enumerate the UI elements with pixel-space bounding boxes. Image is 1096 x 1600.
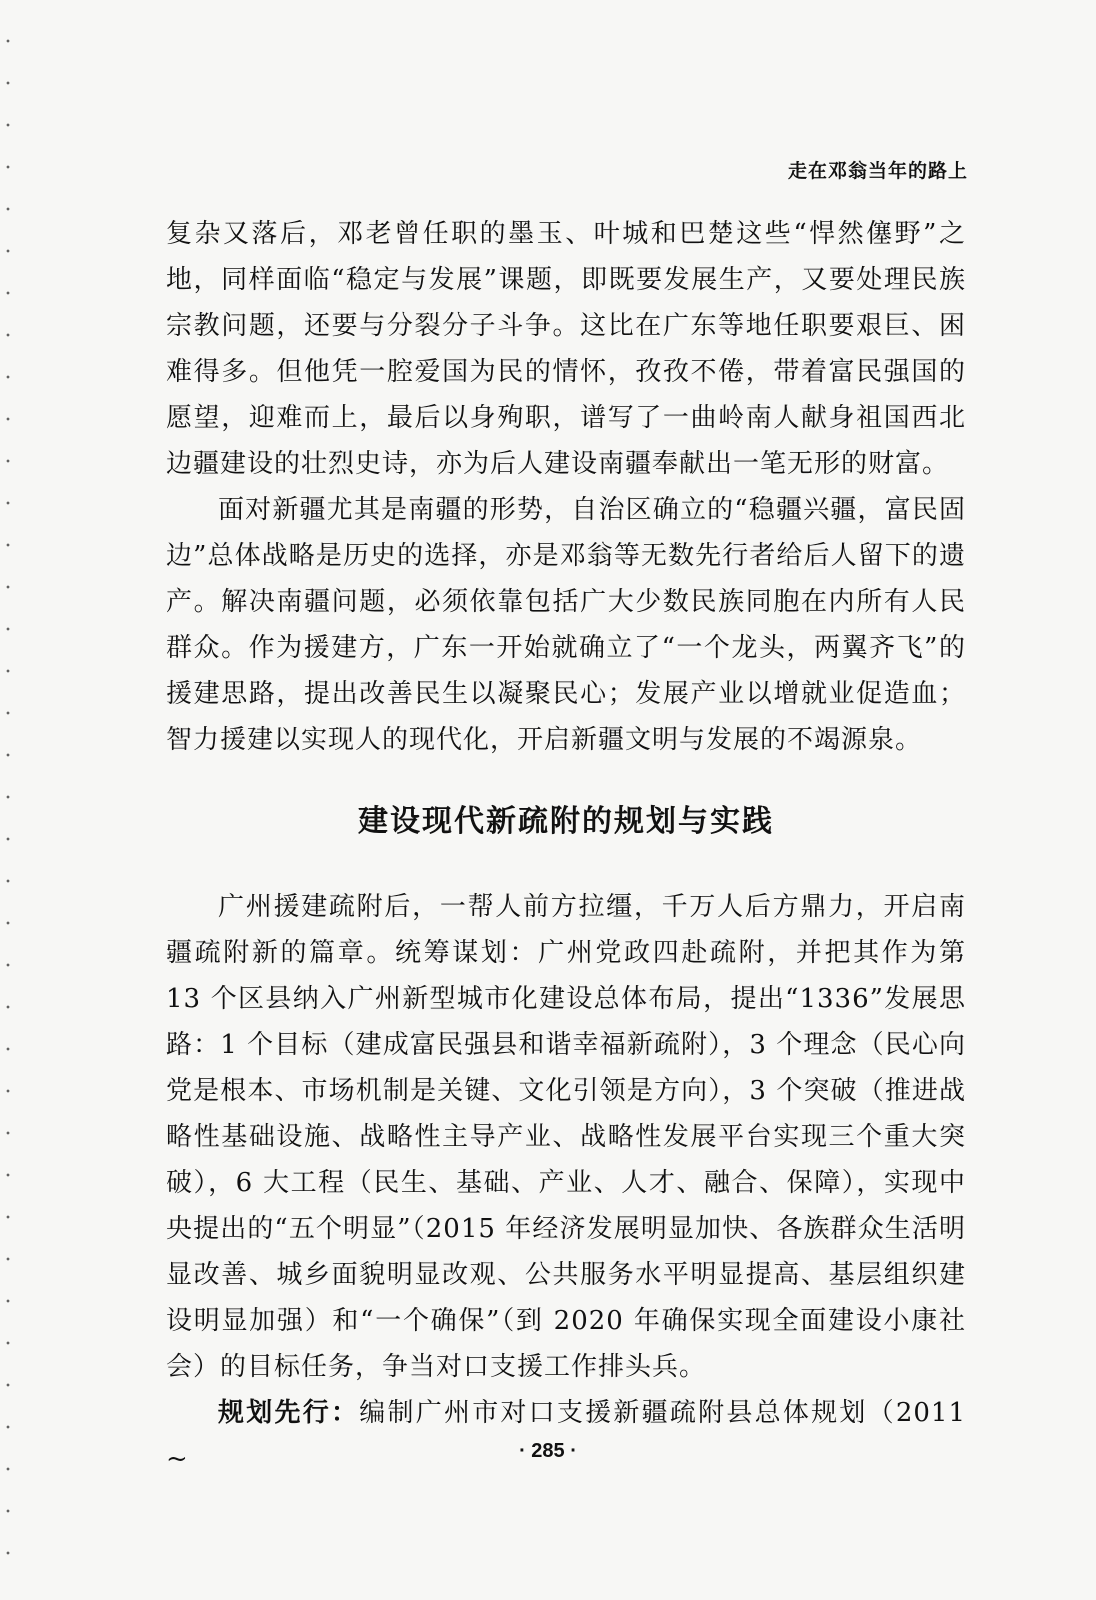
paragraph-strategy: 面对新疆尤其是南疆的形势，自治区确立的“稳疆兴疆，富民固边”总体战略是历史的选择，亦是邓翁等无数先行者给后人留下的遗产。解决南疆问题，必须依靠包括广大少数民族同胞在内所有人民群众。作为援建方，广东一开始就确立了“一个龙头，两翼齐飞”的援建思路，提出改善民生以凝聚民心；发展产业以增就业促造血；智力援建以实现人的现代化，开启新疆文明与发展的不竭源泉。 xyxy=(166,495,966,755)
section-title: 建设现代新疏附的规划与实践 xyxy=(358,804,774,839)
paragraph-lead: 规划先行： xyxy=(218,1398,360,1428)
body-text-top xyxy=(166,211,966,763)
body-text-bottom xyxy=(166,884,966,1482)
page-number: · 285 · xyxy=(519,1440,577,1462)
paragraph-text: 编制广州市对口支援新疆疏附县总体规划（2011 ~ xyxy=(166,1398,966,1474)
paragraph-continued: 复杂又落后，邓老曾任职的墨玉、叶城和巴楚这些“悍然僿野”之地，同样面临“稳定与发展”课题，即既要发展生产，又要处理民族宗教问题，还要与分裂分子斗争。这比在广东等地任职要艰巨、困难得多。但他凭一腔爱国为民的情怀，孜孜不倦，带着富民强国的愿望，迎难而上，最后以身殉职，谱写了一曲岭南人献身祖国西北边疆建设的壮烈史诗，亦为后人建设南疆奉献出一笔无形的财富。 xyxy=(166,219,966,479)
paragraph-planning: 广州援建疏附后，一帮人前方拉缰，千万人后方鼎力，开启南疆疏附新的篇章。统筹谋划：广州党政四赴疏附，并把其作为第 13 个区县纳入广州新型城市化建设总体布局，提出“1336”发展思路：1 个目标（建成富民强县和谐幸福新疏附），3 个理念（民心向党是根本、市场机制是关键、文化引领是方向），3 个突破（推进战略性基础设施、战略性主导产业、战略性发展平台实现三个重大突破），6 大工程（民生、基础、产业、人才、融合、保障），实现中央提出的“五个明显”（2015 年经济发展明显加快、各族群众生活明显改善、城乡面貌明显改观、公共服务水平明显提高、基层组织建设明显加强）和“一个确保”（到 2020 年确保实现全面建设小康社会）的目标任务，争当对口支援工作排头兵。 xyxy=(166,892,966,1382)
binding-edge xyxy=(6,20,10,1580)
paragraph-plan-first xyxy=(166,1390,966,1482)
running-head: 走在邓翁当年的路上 xyxy=(787,160,968,182)
